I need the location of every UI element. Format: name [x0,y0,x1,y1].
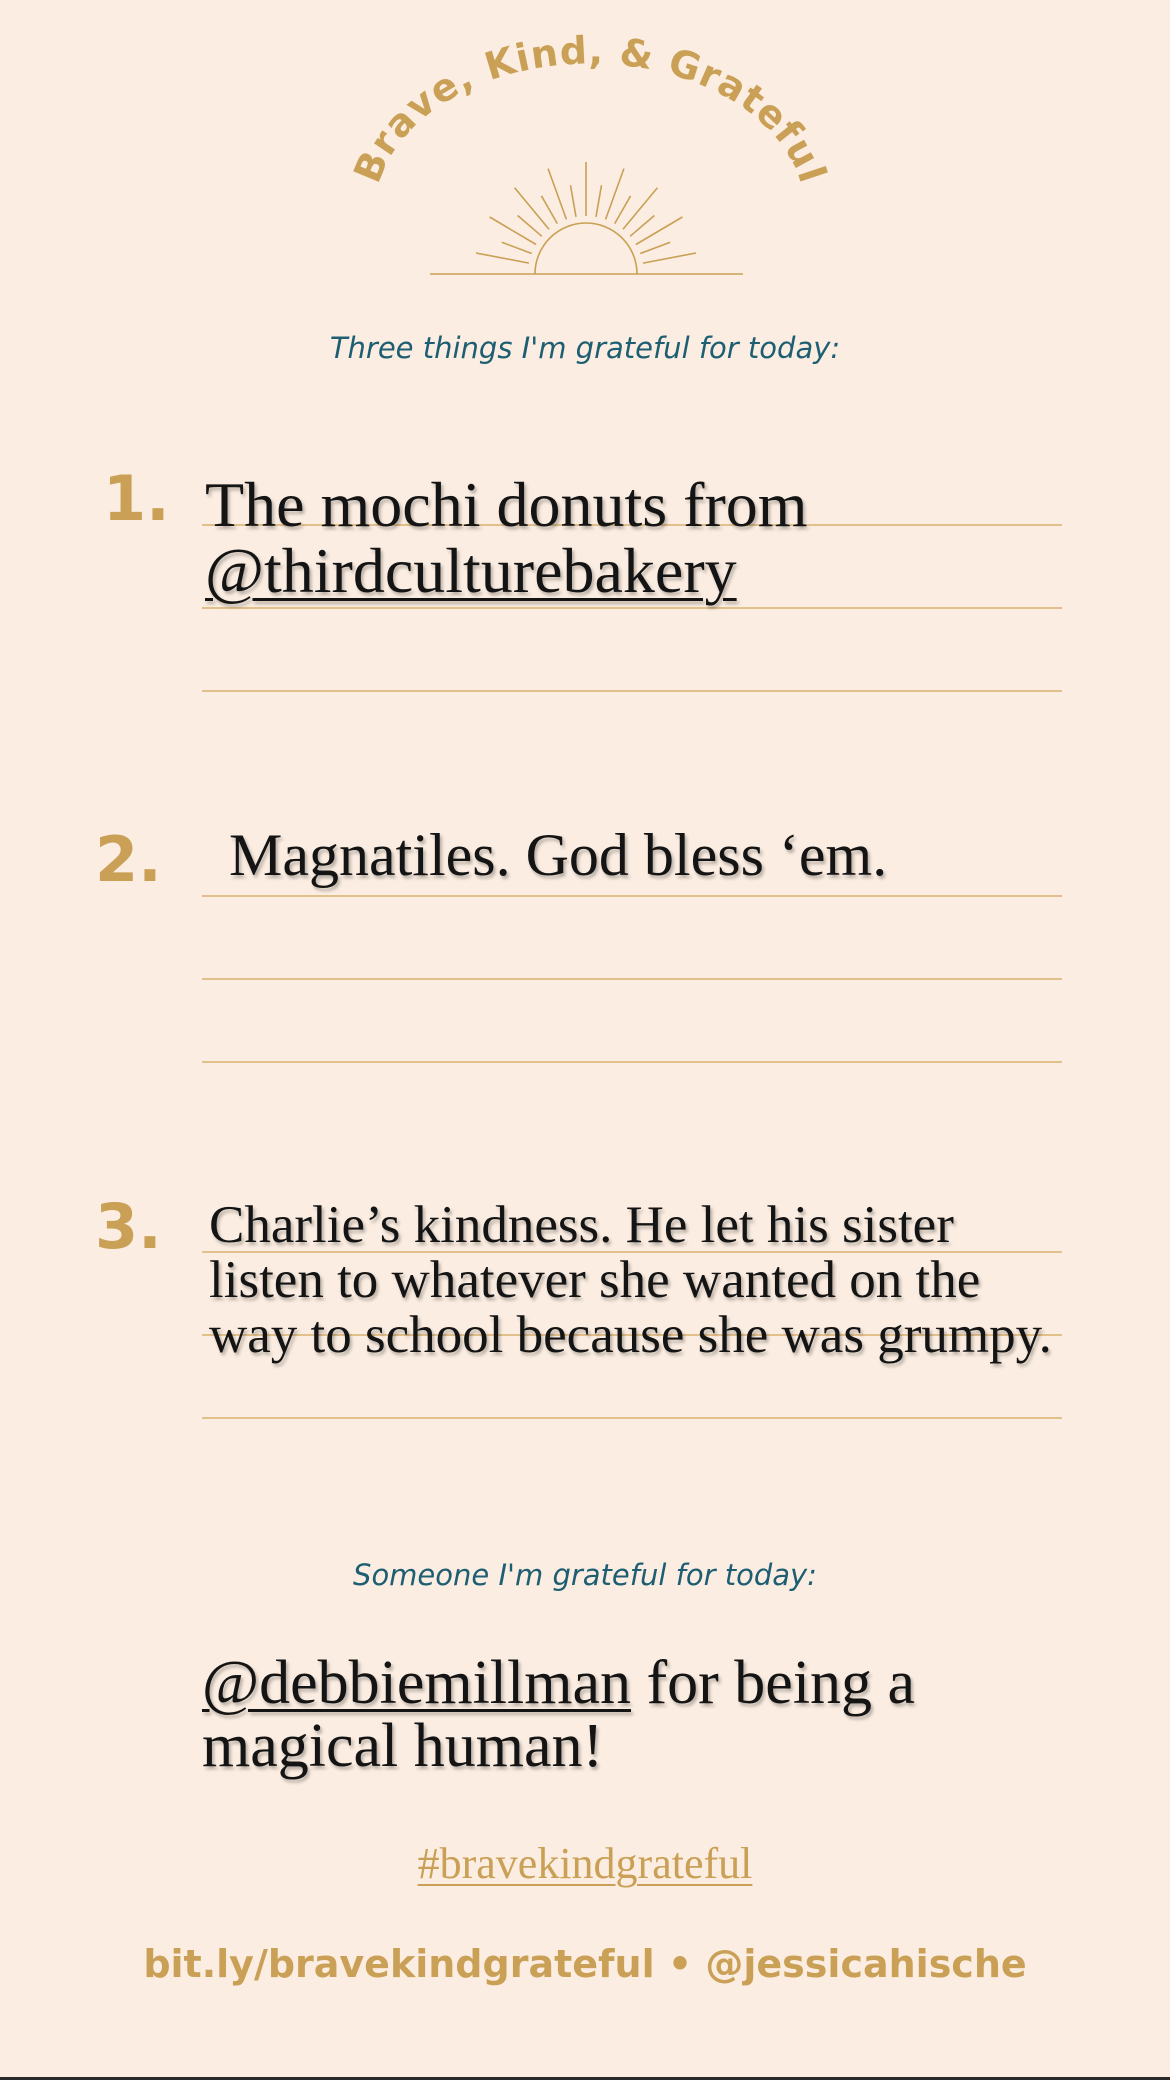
ruled-line [202,1061,1062,1063]
footer-credits: bit.ly/bravekindgrateful • @jessicahische [143,1942,1027,1986]
sun-ray [615,196,631,224]
sun-ray [596,185,602,217]
item-number-1: 1. [103,462,170,535]
ruled-line [202,607,1062,609]
entry-1-line-1: The mochi donuts from [205,469,808,540]
ruled-line [202,895,1062,897]
someone-prompt: Someone I'm grateful for today: [353,1558,817,1592]
ruled-line [202,690,1062,692]
sun-ray [623,188,657,230]
someone-entry [202,1649,1082,1780]
sun-ray [541,196,557,224]
mention-thirdculturebakery[interactable]: @thirdculturebakery [205,535,737,606]
sun-ray [502,242,532,253]
item-number-2: 2. [95,823,162,896]
item-number-3: 3. [95,1190,162,1263]
sun-ray [518,216,542,237]
gratitude-entry-3: Charlie’s kindness. He let his sister listen to whatever she wanted on the way to school because she was grumpy. [209,1196,1052,1364]
ruled-line [202,1417,1062,1419]
sun-ray [636,217,683,245]
gratitude-entry-1 [205,469,1065,606]
three-things-prompt: Three things I'm grateful for today: [329,331,841,365]
ruled-line [202,978,1062,980]
sun-ray [630,216,654,237]
hashtag-link[interactable]: #bravekindgrateful [417,1839,753,1888]
logo-title: Brave, Kind, & Grateful [345,28,835,189]
sun-ray [490,217,536,245]
gratitude-entry-2: Magnatiles. God bless ‘em. [229,822,888,888]
brave-kind-grateful-logo [0,0,1170,300]
mention-debbiemillman[interactable]: @debbiemillman [202,1649,632,1717]
sun-ray [643,253,696,263]
sun-ray [640,242,670,253]
someone-entry-rest: for being a magical human! [202,1649,916,1780]
sunrise-icon [430,162,743,274]
sun-ray [515,188,549,230]
sun-ray [571,185,577,217]
sun-ray [476,253,529,263]
